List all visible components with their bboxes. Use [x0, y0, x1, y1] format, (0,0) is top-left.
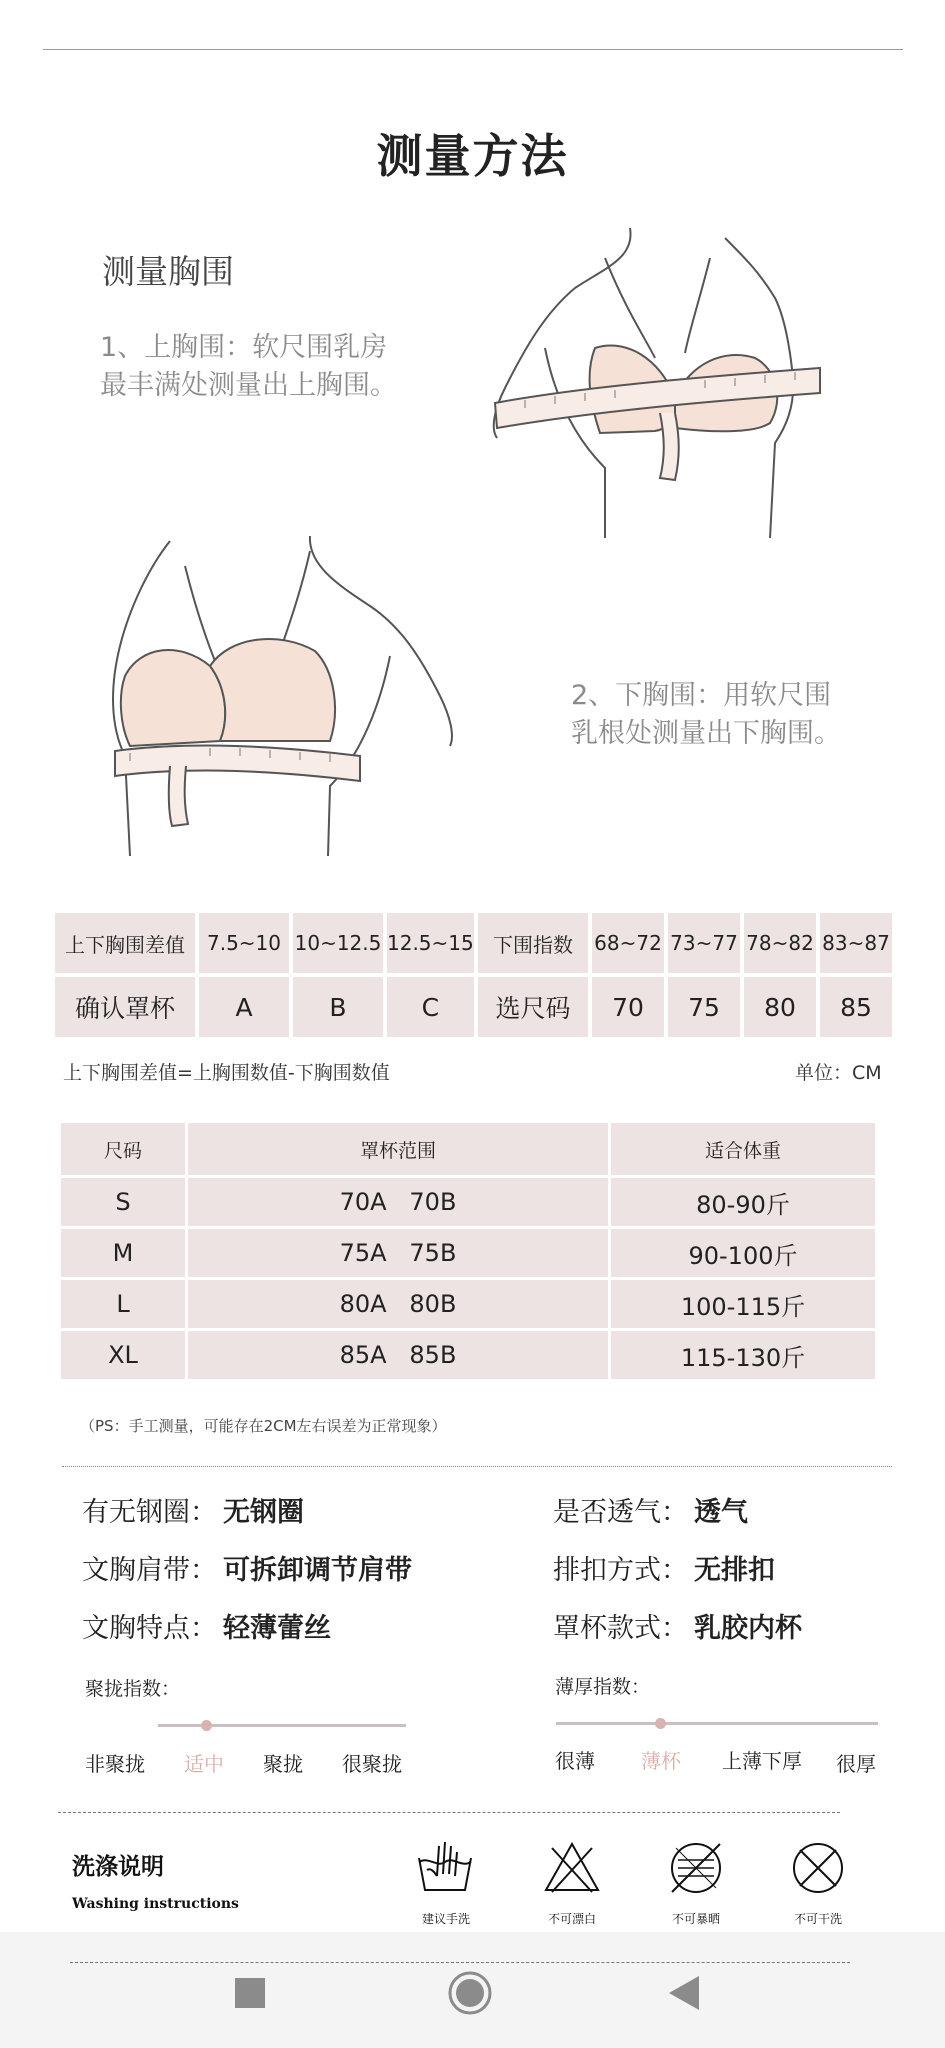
size-chart-table: [58, 1120, 878, 1382]
top-divider: [43, 49, 903, 50]
table-cell: 73~77: [668, 913, 740, 973]
table-row: [61, 1178, 875, 1226]
back-button[interactable]: [669, 1976, 701, 2010]
table-header-row: [61, 1123, 875, 1175]
lower-bust-description: 2、下胸围：用软尺围 乳根处测量出下胸围。: [571, 680, 841, 749]
no-sun-dry-label: 不可暴晒: [671, 1912, 720, 1926]
push-option-selected: 适中: [184, 1752, 224, 1776]
no-bleach-icon: [542, 1840, 602, 1895]
push-option: 非聚拢: [85, 1752, 145, 1776]
cup-confirm-row: [55, 977, 474, 1037]
recents-button[interactable]: [235, 1978, 265, 2008]
table-cell: 100-115斤: [611, 1280, 875, 1328]
table-cell: 70: [592, 977, 664, 1037]
attr-straps: 文胸肩带： 可拆卸调节肩带: [82, 1555, 412, 1586]
table-row: [61, 1280, 875, 1328]
table-cell: M: [61, 1229, 185, 1277]
attr-closure: 排扣方式： 无排扣: [553, 1555, 775, 1586]
cup-diff-row: [55, 913, 474, 973]
attr-underwire: 有无钢圈： 无钢圈: [82, 1497, 304, 1528]
table-cell: S: [61, 1178, 185, 1226]
hand-wash-label: 建议手洗: [421, 1912, 470, 1926]
attr-feature: 文胸特点： 轻薄蕾丝: [82, 1613, 331, 1644]
section-title: 测量胸围: [102, 252, 234, 291]
push-index-marker: [201, 1720, 212, 1731]
system-nav-bar: [0, 1932, 945, 2048]
washing-title: 洗涤说明: [72, 1853, 164, 1880]
table-cell: 确认罩杯: [55, 977, 195, 1037]
table-cell: 85: [820, 977, 892, 1037]
push-option: 很聚拢: [342, 1752, 402, 1776]
no-bleach-label: 不可漂白: [547, 1912, 596, 1926]
table-cell: 下围指数: [478, 913, 588, 973]
thickness-option: 很薄: [555, 1749, 595, 1773]
cup-size-table: [51, 909, 478, 1041]
table-cell: 90-100斤: [611, 1229, 875, 1277]
table-cell: L: [61, 1280, 185, 1328]
washing-top-divider: [58, 1812, 840, 1813]
no-dry-clean-icon: [790, 1840, 846, 1896]
band-size-table: [474, 909, 896, 1041]
ps-note: （PS：手工测量，可能存在2CM左右误差为正常现象）: [80, 1417, 447, 1435]
table-cell: 83~87: [820, 913, 892, 973]
thickness-index-marker: [655, 1718, 666, 1729]
push-index-title: 聚拢指数：: [85, 1678, 181, 1700]
table-cell: 115-130斤: [611, 1331, 875, 1379]
thickness-option: 上薄下厚: [722, 1749, 802, 1773]
table-header: 尺码: [61, 1123, 185, 1175]
table-cell: 80-90斤: [611, 1178, 875, 1226]
nav-divider: [70, 1962, 850, 1963]
push-option: 聚拢: [263, 1752, 303, 1776]
upper-bust-description: 1、上胸围：软尺围乳房 最丰满处测量出上胸围。: [100, 332, 397, 401]
table-row: [61, 1229, 875, 1277]
table-cell: 85A 85B: [188, 1331, 608, 1379]
table-header: 适合体重: [611, 1123, 875, 1175]
unit-label: 单位：CM: [795, 1062, 882, 1084]
table-cell: 7.5~10: [199, 913, 289, 973]
back-triangle-icon: [669, 1976, 699, 2010]
table-header: 罩杯范围: [188, 1123, 608, 1175]
thickness-index-title: 薄厚指数：: [555, 1676, 651, 1698]
table-cell: 12.5~15: [387, 913, 474, 973]
table-cell: 75: [668, 977, 740, 1037]
lower-bust-illustration: [110, 526, 460, 856]
table-cell: 80: [744, 977, 816, 1037]
push-index-track: [158, 1724, 406, 1727]
table-cell: 80A 80B: [188, 1280, 608, 1328]
table-cell: 选尺码: [478, 977, 588, 1037]
band-index-row: [478, 913, 892, 973]
table-cell: 上下胸围差值: [55, 913, 195, 973]
table-cell: XL: [61, 1331, 185, 1379]
home-button[interactable]: [447, 1970, 493, 2016]
table-cell: 10~12.5: [293, 913, 383, 973]
no-dry-clean-label: 不可干洗: [793, 1912, 842, 1926]
table-cell: 68~72: [592, 913, 664, 973]
table-row: [61, 1331, 875, 1379]
table-cell: 70A 70B: [188, 1178, 608, 1226]
formula-note: 上下胸围差值=上胸围数值-下胸围数值: [63, 1062, 390, 1084]
square-icon: [235, 1978, 265, 2008]
upper-bust-illustration: [485, 228, 835, 546]
band-select-row: [478, 977, 892, 1037]
thickness-option: 很厚: [836, 1752, 876, 1776]
thickness-option-selected: 薄杯: [641, 1749, 681, 1773]
no-sun-dry-icon: [666, 1838, 726, 1898]
table-cell: A: [199, 977, 289, 1037]
hand-wash-icon: [415, 1840, 475, 1895]
table-cell: B: [293, 977, 383, 1037]
washing-subtitle: Washing instructions: [72, 1896, 239, 1912]
thickness-index-track: [556, 1722, 878, 1725]
table-cell: C: [387, 977, 474, 1037]
page-title: 测量方法: [376, 129, 569, 183]
attr-cup-style: 罩杯款式： 乳胶内杯: [553, 1613, 802, 1644]
table-cell: 75A 75B: [188, 1229, 608, 1277]
attr-breathable: 是否透气： 透气: [553, 1497, 748, 1528]
section-divider: [62, 1466, 892, 1467]
table-cell: 78~82: [744, 913, 816, 973]
